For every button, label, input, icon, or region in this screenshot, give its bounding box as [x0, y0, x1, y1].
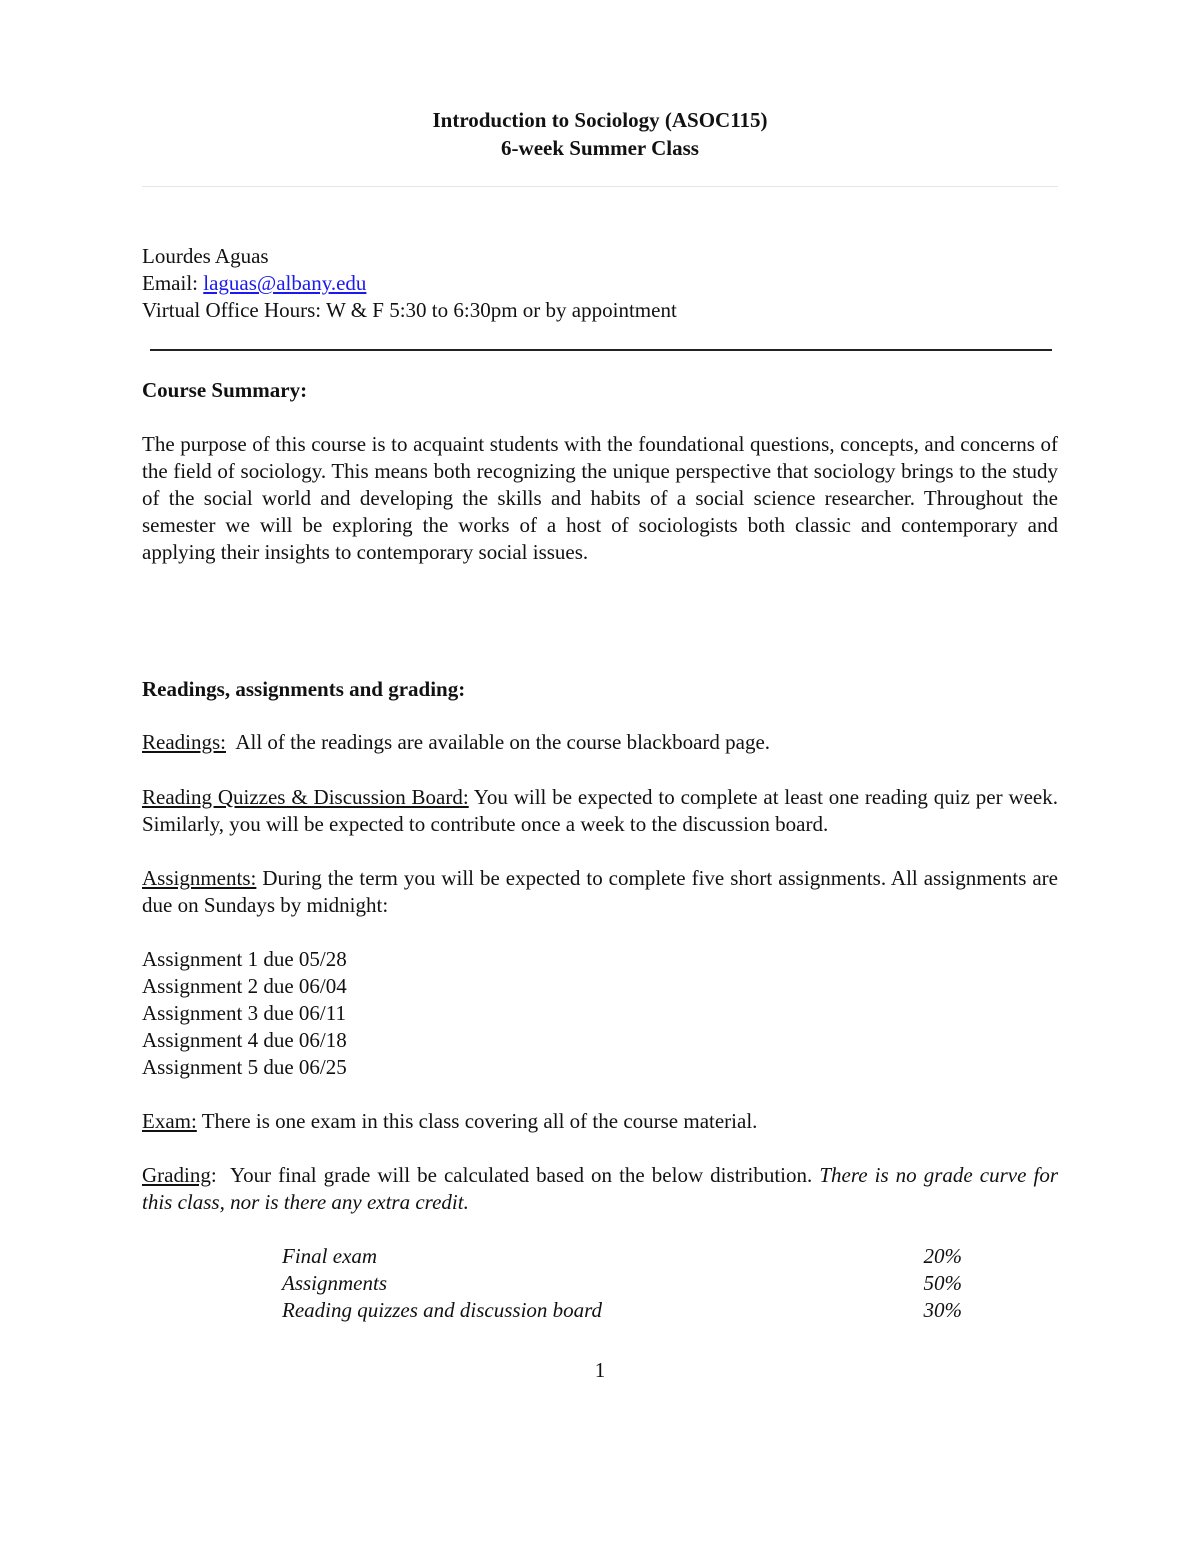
course-subtitle: 6-week Summer Class [501, 136, 699, 160]
course-summary-text: The purpose of this course is to acquaint students with the foundational questions, concepts, and concerns of the field of sociology. This means both recognizing the unique perspective that sociology brings to the study of the social world and developing the skills and habits of a social science researcher. Throughout the semester we will be exploring the works of a host of sociologists both classic and contemporary and applying their insights to contemporary social issues. [142, 432, 1058, 564]
grade-weight: 30% [923, 1298, 962, 1322]
grading-label: Grading [142, 1163, 211, 1187]
instructor-divider [150, 349, 1052, 351]
readings-label: Readings: [142, 730, 226, 754]
grade-weight: 20% [923, 1244, 962, 1268]
list-item: Assignment 5 due 06/25 [142, 1055, 347, 1079]
page-number: 1 [594, 1358, 606, 1382]
grade-distribution-table [282, 1243, 962, 1324]
email-link[interactable]: laguas@albany.edu [203, 271, 367, 295]
grade-item: Reading quizzes and discussion board [282, 1298, 603, 1322]
assignment-list [142, 946, 347, 1081]
assignments-label: Assignments: [142, 866, 257, 890]
list-item: Assignment 3 due 06/11 [142, 1001, 346, 1025]
list-item: Assignment 1 due 05/28 [142, 947, 347, 971]
readings-heading: Readings, assignments and grading: [142, 677, 466, 701]
grading-note: There is no grade curve for this class, nor is there any extra credit. [142, 1163, 1059, 1214]
readings-paragraph [142, 729, 1058, 756]
grading-paragraph [142, 1162, 1058, 1216]
quizzes-text: You will be expected to complete at least one reading quiz per week. Similarly, you will be expected to contribute once a week to the discussion board. [142, 785, 1059, 836]
exam-label: Exam: [142, 1109, 197, 1133]
grade-item: Assignments [282, 1271, 387, 1295]
quizzes-paragraph [142, 784, 1058, 838]
office-hours: Virtual Office Hours: W & F 5:30 to 6:30pm or by appointment [142, 298, 677, 322]
instructor-email-line [142, 270, 677, 297]
document-header [0, 106, 1200, 162]
table-row [282, 1270, 962, 1297]
list-item: Assignment 4 due 06/18 [142, 1028, 347, 1052]
instructor-info [142, 243, 677, 324]
grade-weight: 50% [923, 1271, 962, 1295]
course-summary-heading: Course Summary: [142, 378, 308, 402]
readings-text: All of the readings are available on the course blackboard page. [226, 730, 771, 754]
quizzes-label: Reading Quizzes & Discussion Board: [142, 785, 469, 809]
assignments-text: During the term you will be expected to complete five short assignments. All assignments are due on Sundays by midnight: [142, 866, 1058, 917]
email-label: Email: [142, 271, 204, 295]
grading-colon: : [210, 1163, 217, 1187]
grading-text: Your final grade will be calculated based on the below distribution. [216, 1163, 820, 1187]
assignments-paragraph [142, 865, 1058, 919]
header-divider [142, 186, 1058, 187]
course-title: Introduction to Sociology (ASOC115) [432, 108, 768, 132]
grade-item: Final exam [282, 1244, 378, 1268]
exam-paragraph [142, 1108, 1058, 1135]
table-row [282, 1297, 962, 1324]
table-row [282, 1243, 962, 1270]
list-item: Assignment 2 due 06/04 [142, 974, 347, 998]
instructor-name: Lourdes Aguas [142, 244, 269, 268]
exam-text: There is one exam in this class covering all of the course material. [196, 1109, 758, 1133]
